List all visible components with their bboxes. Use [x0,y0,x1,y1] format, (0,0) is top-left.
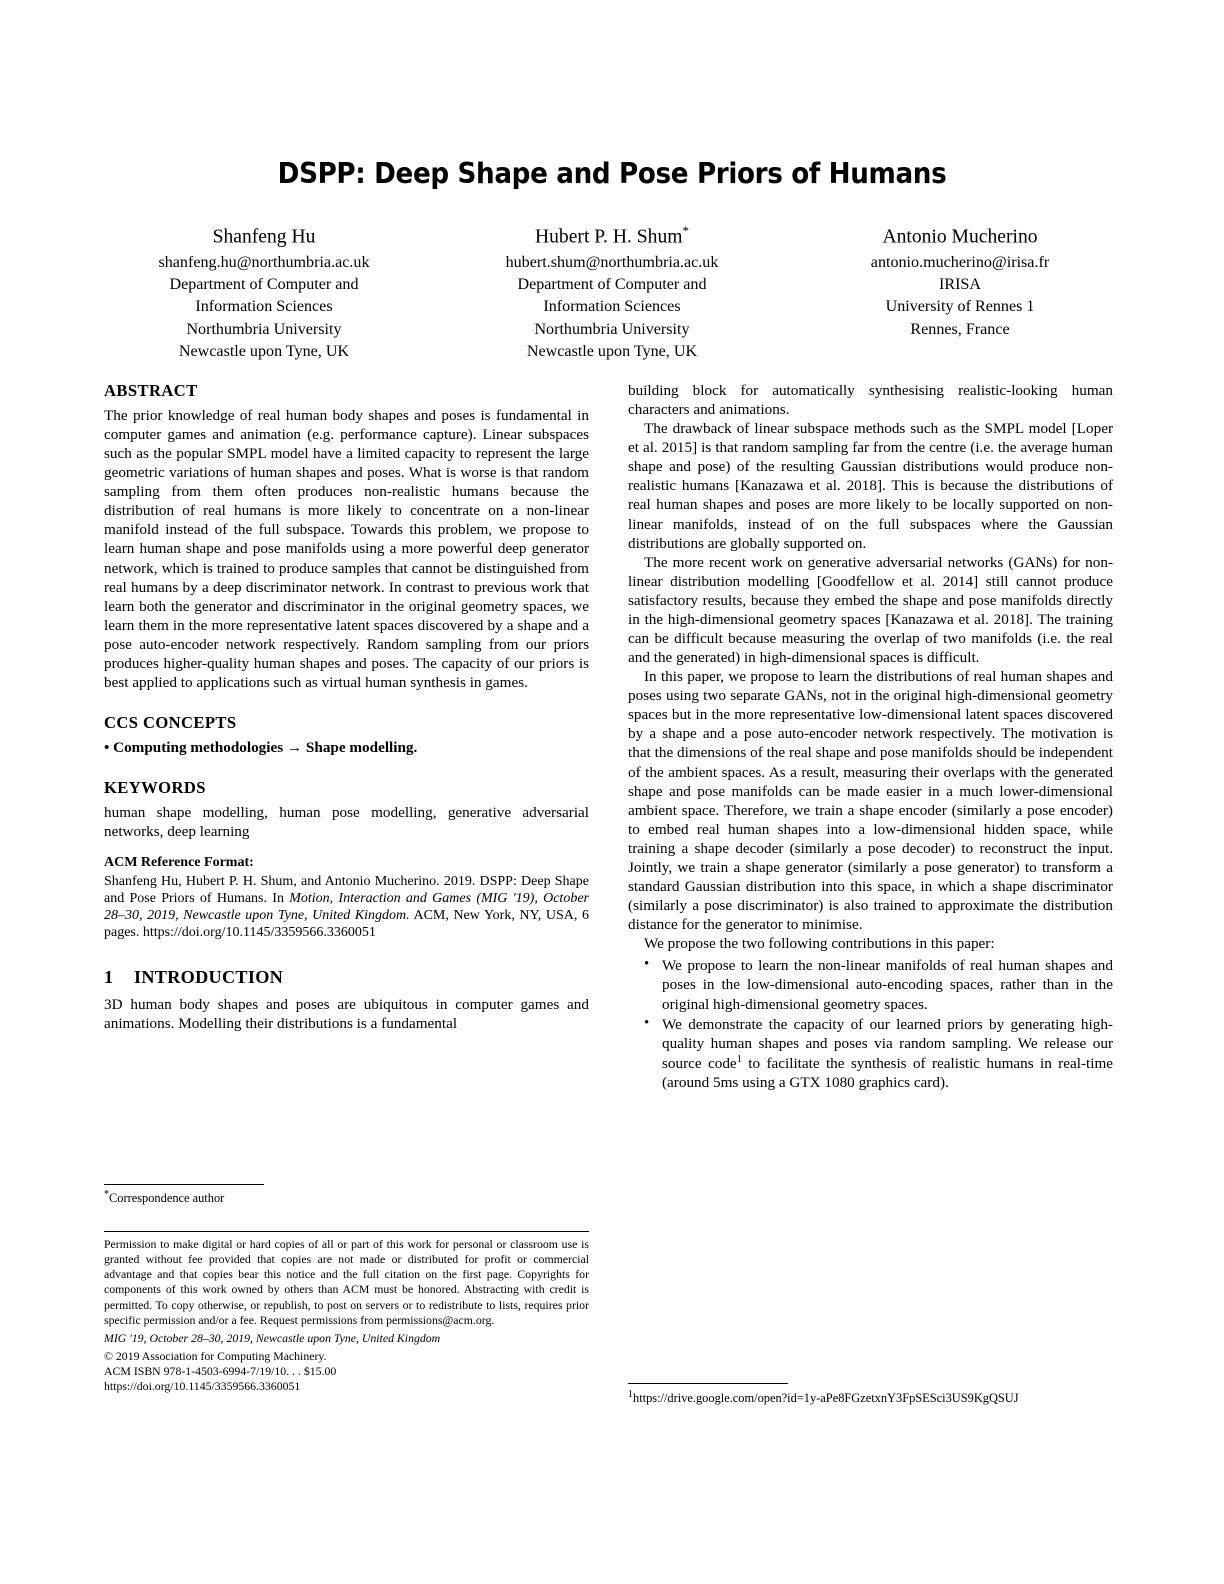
footnote-url: https://drive.google.com/open?id=1y-aPe8FGzetxnY3FpSESci3US9KgQSUJ [633,1391,1019,1406]
ccs-heading: CCS CONCEPTS [104,713,237,733]
author-name [800,222,1120,251]
ccs-concept-line: • Computing methodologies → Shape modelling. [104,738,418,756]
author-column [104,222,424,364]
abstract-text: The prior knowledge of real human body shapes and poses is fundamental in computer games and animation (e.g. performance capture). Linear subspaces such as the popular SMPL model have a limited capacity to represent the large geometric variations of human shapes and poses. What is worse is that random sampling from them often produces non-realistic humans because the distribution of real humans is more likely to concentrate on a non-linear manifold instead of the full subspace. Towards this problem, we propose to learn human shape and pose manifolds using a more powerful deep generator network, which is trained to produce samples that cannot be distinguished from real humans by a deep discriminator network. In contrast to previous work that learn both the generator and discriminator in the original geometry spaces, we learn them in the more representative latent spaces discovered by a shape and a pose auto-encoder network respectively. Random sampling from our priors produces higher-quality human shapes and poses. The capacity of our priors is best applied to applications such as virtual human synthesis in games. [104,406,589,691]
author-email: antonio.mucherino@irisa.fr [870,253,1050,271]
copyright-block [104,1237,589,1395]
section-title: INTRODUCTION [134,966,284,987]
isbn-line: ACM ISBN 978-1-4503-6994-7/19/10. . . $15.00 [104,1364,337,1379]
list-item: • We propose to learn the non-linear manifolds of real human shapes and poses in the low-dimensional auto-encoding spaces, rather than in the original high-dimensional geometry spaces. [662,956,1113,1013]
correspondence-footnote [104,1189,224,1206]
author-affiliation-line: Rennes, France [910,320,1010,338]
author-affiliation-line: Information Sciences [195,298,333,316]
acm-ref-venue: Motion, Interaction and Games (MIG '19), October 28–30, 2019, Newcastle upon Tyne, United Kingdom. [104,890,589,923]
left-column [104,381,589,1033]
correspondence-text: Correspondence author [109,1191,225,1206]
page-title: DSPP: Deep Shape and Pose Priors of Humans [277,157,947,190]
author-email: shanfeng.hu@northumbria.ac.uk [158,253,370,271]
author-affiliation-line: University of Rennes 1 [885,298,1035,316]
author-affiliation-line: IRISA [938,276,982,294]
author-affiliation-line: Department of Computer and [169,276,359,294]
author-name-text: Shanfeng Hu [212,226,316,248]
author-affiliation-line: Northumbria University [534,320,690,338]
footnote-rule-left [104,1184,264,1185]
author-affiliation-line: Department of Computer and [517,276,707,294]
author-affiliation-line: Northumbria University [186,320,342,338]
author-affiliation-line: Newcastle upon Tyne, UK [178,343,350,361]
keywords-text: human shape modelling, human pose modelling, generative adversarial networks, deep learning [104,803,589,841]
author-name [452,222,772,251]
author-name [104,222,424,251]
author-name-text: Antonio Mucherino [882,226,1038,248]
permission-text: Permission to make digital or hard copies of all or part of this work for personal or classroom use is granted without fee provided that copies are not made or distributed for profit or commercial advantage and that copies bear this notice and the full citation on the first page. Copyrights for components of this work owned by others than ACM must be honored. Abstracting with credit is permitted. To copy otherwise, or republish, to post on servers or to redistribute to lists, requires prior specific permission and/or a fee. Request permissions from permissions@acm.org. [104,1237,589,1327]
author-star: * [682,223,689,238]
intro-paragraph-5: We propose the two following contributions in this paper: [644,935,995,953]
acm-ref-part1: Shanfeng Hu, Hubert P. H. Shum, and Antonio Mucherino. 2019. DSPP: Deep Shape and Pose Priors of Humans. In [104,873,589,906]
footnote-rule-right [628,1383,788,1384]
intro-paragraph-4: In this paper, we propose to learn the distributions of real human shapes and poses using two separate GANs, not in the original high-dimensional geometry spaces but in the more representative low-dimensional latent spaces discovered by a shape and a pose auto-encoder network respectively. The motivation is that the dimensions of the real shape and pose manifolds should be independent of the ambient spaces. As a result, measuring their overlaps with the generated shape and pose manifolds can be made easier in a much lower-dimensional ambient space. Therefore, we train a shape encoder (similarly a pose encoder) to embed real human shapes into a low-dimensional hidden space, while training a shape decoder (similarly a pose decoder) to reconstruct the input. Jointly, we train a shape generator (similarly a pose generator) to transform a standard Gaussian distribution into this space, in which a shape discriminator (similarly a pose discriminator) is also trained to approximate the distribution distance for the generator to minimise. [628,668,1113,934]
keywords-heading: KEYWORDS [104,778,206,798]
venue-line: MIG '19, October 28–30, 2019, Newcastle upon Tyne, United Kingdom [104,1330,441,1345]
author-column [452,222,772,364]
author-email: hubert.shum@northumbria.ac.uk [505,253,719,271]
doi-line: https://doi.org/10.1145/3359566.3360051 [104,1379,301,1394]
author-affiliation-line: Newcastle upon Tyne, UK [526,343,698,361]
right-column [628,381,1113,1093]
acm-reference-text [104,873,589,941]
intro-paragraph-2: The drawback of linear subspace methods such as the SMPL model [Loper et al. 2015] is that random sampling far from the centre (i.e. the average human shape and pose) of the resulting Gaussian distributions would produce non-realistic humans [Kanazawa et al. 2018]. This is because the distributions of real human shapes and poses are more likely to be locally supported on non-linear manifolds, instead of on the full subspaces where the Gaussian distributions are globally supported on. [628,420,1113,552]
author-name-text: Hubert P. H. Shum [534,226,683,248]
correspondence-mark: * [104,1189,109,1200]
footnote-mark: 1 [628,1389,633,1400]
acm-reference-heading: ACM Reference Format: [104,855,254,871]
copyright-rule [104,1231,589,1232]
list-item [662,1015,1113,1092]
intro-paragraph-1-cont: building block for automatically synthesising realistic-looking human characters and animations. [628,382,1113,419]
author-block [104,222,1120,364]
introduction-heading [104,967,589,989]
author-affiliation-line: Information Sciences [543,298,681,316]
footnote-reference-mark: 1 [736,1053,742,1065]
section-number: 1 [104,966,114,987]
contributions-list [628,956,1113,1092]
intro-paragraph-1: 3D human body shapes and poses are ubiquitous in computer games and animations. Modelling their distributions is a fundamental [104,995,589,1032]
abstract-heading: ABSTRACT [104,381,198,400]
contribution-2-text: We demonstrate the capacity of our learned priors by generating high-quality human shapes and poses via random sampling. We release our source code$^1$ to facilitate the synthesis of realistic humans in real-time (around 5ms using a GTX 1080 graphics card). [662,1015,1113,1091]
copyright-line: © 2019 Association for Computing Machinery. [104,1349,327,1364]
intro-paragraph-3: The more recent work on generative adversarial networks (GANs) for non-linear distribution modelling [Goodfellow et al. 2014] still cannot produce satisfactory results, because they embed the shape and pose manifolds directly in the high-dimensional geometry spaces [Kanazawa et al. 2018]. The training can be difficult because measuring the overlap of two manifolds (i.e. the real and the generated) in high-dimensional spaces is difficult. [628,553,1113,667]
author-column [800,222,1120,364]
acm-ref-part2: ACM, New York, NY, USA, 6 pages. https://doi.org/10.1145/3359566.3360051 [104,907,589,940]
source-code-footnote [628,1389,1019,1406]
